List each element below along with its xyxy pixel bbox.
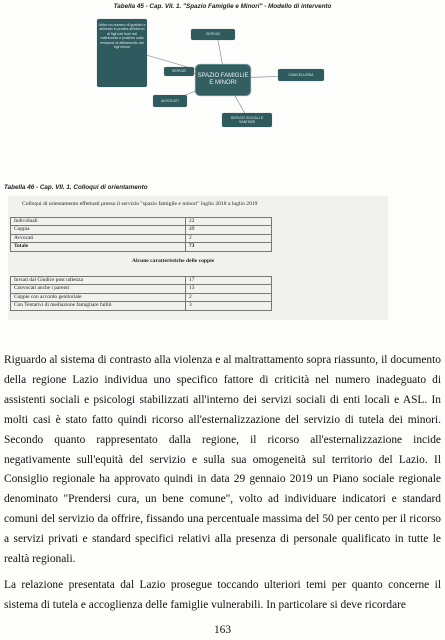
paragraph: La relazione presentata dal Lazio prosegue toccando ulteriori temi per quanto concerne il sistema di tutela e accoglienza delle famiglie vulnerabili. In particolare si deve ricordare: [4, 578, 441, 611]
row-value: 2: [186, 234, 272, 242]
table-title: Colloqui di orientamento effettuati presso il servizio "spazio famiglie e minori" luglio 2018 a luglio 2019: [22, 201, 258, 207]
table-row: [11, 277, 272, 285]
row-label: Con Tentativi di mediazione famigliare falliti: [11, 302, 186, 310]
row-value: 17: [186, 277, 272, 285]
table-row: [11, 293, 272, 301]
mindmap-node-top: SERVIZI: [191, 29, 235, 40]
mindmap-node-bottom: SERVIZI SOCIALI E SANITARI: [222, 113, 272, 127]
meetings-count-table: [10, 217, 272, 252]
row-label: Coppia: [11, 226, 186, 234]
row-label: Coppie con accordo genitoriale: [11, 293, 186, 301]
row-value: 73: [186, 243, 272, 251]
row-label: Convocati anche i parenti: [11, 285, 186, 293]
table-subtitle: Alcune caratteristiche delle coppie: [132, 258, 215, 264]
row-label: Totale: [11, 243, 186, 251]
mindmap-node-left-box: Attivo un numero di gratuito e allineato in pratica all'interno di figli nati fuori dal matrimonio e pratiche sulla revisione di affidamento dei figli minori: [97, 19, 147, 87]
mind-map-diagram: [84, 16, 366, 128]
table-45-caption: Tabella 45 - Cap. VII. 1. "Spazio Famiglie e Minori" - Modello di intervento: [113, 3, 332, 10]
orientation-meetings-table-image: [8, 196, 388, 320]
couple-characteristics-table: [10, 276, 272, 311]
row-label: Avvocati: [11, 234, 186, 242]
row-value: 22: [186, 218, 272, 226]
row-value: 2: [186, 293, 272, 301]
table-row: [11, 302, 272, 310]
body-text: [4, 351, 441, 616]
row-label: Inviati dal Giudice post udienza: [11, 277, 186, 285]
row-value: 49: [186, 226, 272, 234]
table-46-caption: Tabella 46 - Cap. VII. 1. Colloqui di orientamento: [4, 184, 148, 191]
table-row: [11, 218, 272, 226]
table-row: [11, 285, 272, 293]
row-value: 13: [186, 285, 272, 293]
mindmap-node-bottom-left: AVVOCATI: [153, 95, 187, 107]
paragraph: Riguardo al sistema di contrasto alla violenza e al maltrattamento sopra riassunto, il documento della regione Lazio individua uno specifico fattore di criticità nel numero inadeguato di assistenti sociali e psicologi stabilizzati all'interno dei servizi sociali di enti locali e ASL. In molti casi è stato fatto quindi ricorso all'esternalizzazione del servizio di tutela dei minori. Secondo quanto rappresentato dalla regione, il ricorso all'esternalizzazione incide negativamente sull'equità del servizio e sulla sua omogeneità sul territorio del Lazio. Il Consiglio regionale ha approvato quindi in data 29 gennaio 2019 un Piano sociale regionale denominato "Prendersi cura, un bene comune", volto ad individuare indicatori e standard comuni del servizio da offrire, fissando una percentuale massima del 50 per cento per il ricorso a servizi privati e standard specifici relativi alla presenza di personale qualificato in tutte le realtà regionali.: [4, 354, 441, 566]
row-label: Individuali: [11, 218, 186, 226]
mindmap-node-left-small: SERVIZI: [164, 67, 194, 76]
row-value: 3: [186, 302, 272, 310]
page-number: 163: [213, 624, 232, 636]
table-row: [11, 226, 272, 234]
mindmap-center-node: SPAZIO FAMIGLIE E MINORI: [195, 64, 251, 96]
table-row: [11, 243, 272, 251]
table-row: [11, 234, 272, 242]
mindmap-node-right: CANCELLERIA: [278, 69, 324, 81]
